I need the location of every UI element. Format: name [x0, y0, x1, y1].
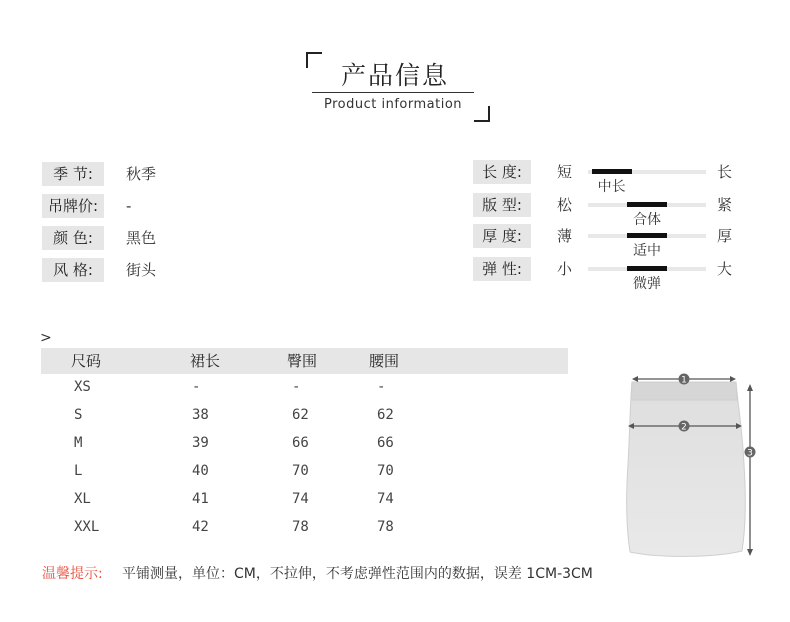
scale-selected-label: 合体	[633, 212, 661, 228]
cell-waist: 66	[377, 435, 394, 451]
column-header-size: 尺码	[71, 352, 102, 370]
cell-hip: 66	[292, 435, 309, 451]
cell-size: XL	[74, 491, 91, 507]
attribute-value: 黑色	[126, 229, 157, 247]
cell-size: M	[74, 435, 83, 451]
scale-track	[588, 234, 706, 238]
title-bracket-top-left	[306, 52, 322, 68]
column-header-waist: 腰围	[369, 352, 400, 370]
scale-label: 弹 性:	[473, 257, 531, 281]
cell-size: XS	[74, 379, 91, 395]
cell-length: 40	[192, 463, 209, 479]
cell-hip: 70	[292, 463, 309, 479]
tip-label: 温馨提示:	[42, 566, 103, 582]
scale-row-fit	[473, 193, 743, 228]
scale-max-label: 厚	[717, 227, 733, 245]
cell-length: 42	[192, 519, 209, 535]
cell-hip: 78	[292, 519, 309, 535]
marker-2-label: 2	[681, 422, 687, 433]
attribute-label: 吊牌价:	[42, 194, 104, 218]
scale-indicator	[592, 169, 632, 174]
cell-waist: 70	[377, 463, 394, 479]
tip-text: 平铺测量，单位：CM，不拉伸，不考虑弹性范围内的数据，误差 1CM-3CM	[122, 566, 593, 582]
cell-waist: 62	[377, 407, 394, 423]
cell-length: 39	[192, 435, 209, 451]
cell-waist: 78	[377, 519, 394, 535]
cell-hip: 62	[292, 407, 309, 423]
column-header-hip: 臀围	[287, 352, 318, 370]
marker-3-label: 3	[747, 448, 753, 459]
arrow-head	[730, 376, 736, 382]
scale-row-length	[473, 160, 743, 195]
scale-indicator	[627, 233, 667, 238]
arrow-head	[632, 376, 638, 382]
scale-row-elasticity	[473, 257, 743, 292]
cell-waist: 74	[377, 491, 394, 507]
scale-min-label: 松	[557, 196, 573, 214]
attribute-value: 秋季	[126, 165, 157, 183]
scale-selected-label: 微弹	[633, 276, 661, 292]
scale-max-label: 紧	[717, 196, 733, 214]
scale-track	[588, 267, 706, 271]
page-title: 产品信息	[340, 61, 449, 90]
scale-track	[588, 203, 706, 207]
scale-label: 长 度:	[473, 160, 531, 184]
scale-track	[588, 170, 706, 174]
arrow-head	[747, 384, 753, 391]
scale-max-label: 长	[717, 163, 733, 181]
scale-min-label: 小	[557, 260, 573, 278]
cell-size: XXL	[74, 519, 100, 535]
cell-length: -	[192, 379, 201, 395]
scale-min-label: 薄	[557, 227, 573, 245]
title-bracket-bottom-right	[474, 106, 490, 122]
cell-size: S	[74, 407, 83, 423]
attribute-value: 街头	[126, 261, 157, 279]
scale-indicator	[627, 266, 667, 271]
scale-max-label: 大	[717, 260, 733, 278]
scale-selected-label: 适中	[633, 243, 661, 259]
attribute-label: 颜 色:	[42, 226, 104, 250]
size-table-header	[41, 348, 568, 374]
cell-hip: -	[292, 379, 301, 395]
cell-length: 41	[192, 491, 209, 507]
scale-selected-label: 中长	[597, 179, 626, 195]
title-divider	[312, 92, 474, 93]
size-table-marker: >	[40, 330, 52, 346]
scale-label: 厚 度:	[473, 224, 531, 248]
skirt-shape	[627, 382, 746, 556]
cell-waist: -	[377, 379, 386, 395]
attribute-value: -	[126, 197, 132, 215]
arrow-head	[747, 549, 753, 556]
scale-label: 版 型:	[473, 193, 531, 217]
marker-1-label: 1	[681, 375, 687, 386]
cell-size: L	[74, 463, 83, 479]
scale-row-thickness	[473, 224, 743, 259]
column-header-length: 裙长	[190, 352, 221, 370]
skirt-measurement-diagram	[618, 366, 768, 562]
cell-length: 38	[192, 407, 209, 423]
attribute-label: 风 格:	[42, 258, 104, 282]
scale-indicator	[627, 202, 667, 207]
scale-min-label: 短	[557, 163, 573, 181]
page-subtitle: Product information	[323, 97, 463, 112]
cell-hip: 74	[292, 491, 309, 507]
attribute-label: 季 节:	[42, 162, 104, 186]
